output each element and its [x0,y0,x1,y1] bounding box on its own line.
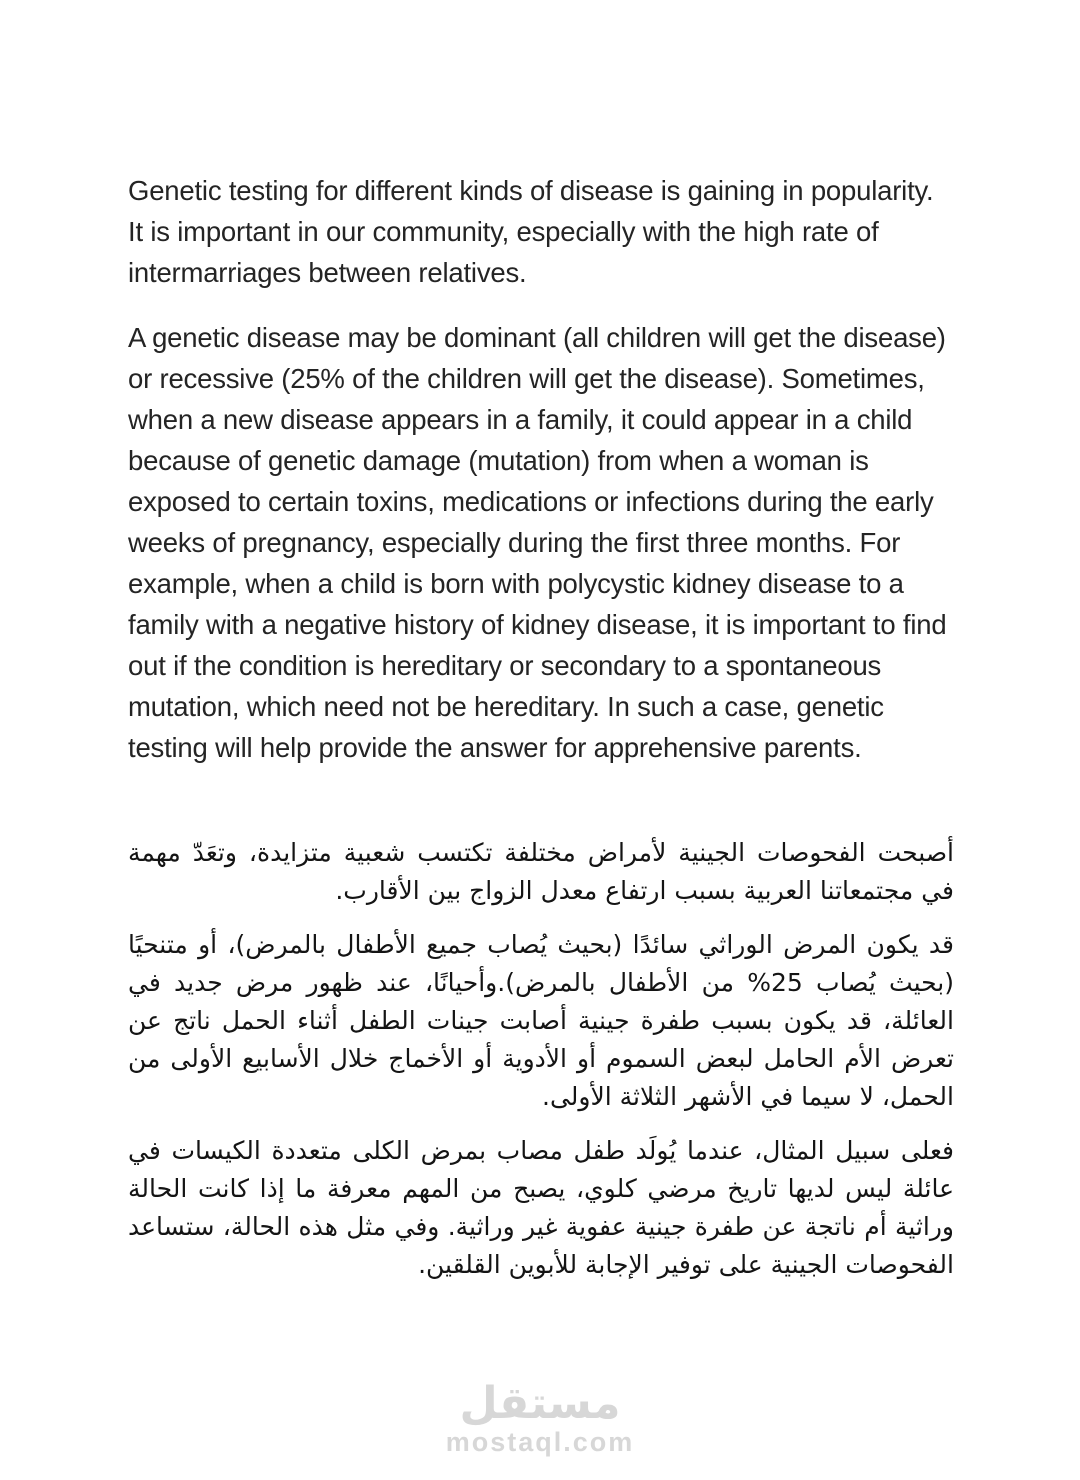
arabic-paragraph-intro: أصبحت الفحوصات الجينية لأمراض مختلفة تكتسب شعبية متزايدة، وتعَدّ مهمة في مجتمعاتنا العربية بسبب ارتفاع معدل الزواج بين الأقارب. [128,838,954,905]
arabic-text-block [128,834,954,1284]
english-paragraph-body: A genetic disease may be dominant (all children will get the disease) or recessive (25% of the children will get the disease). Sometimes, when a new disease appears in a family, it could appear in a child because of genetic damage (mutation) from when a woman is exposed to certain toxins, medications or infections during the early weeks of pregnancy, especially during the first three months. For example, when a child is born with polycystic kidney disease to a family with a negative history of kidney disease, it is important to find out if the condition is hereditary or secondary to a spontaneous mutation, which need not be hereditary. In such a case, genetic testing will help provide the answer for apprehensive parents. [128,322,947,763]
arabic-paragraph-example: فعلى سبيل المثال، عندما يُولَد طفل مصاب بمرض الكلى متعددة الكيسات في عائلة ليس لديها تاريخ مرضي كلوي، يصبح من المهم معرفة ما إذا كانت الحالة وراثية أم ناتجة عن طفرة جينية عفوية غير وراثية. وفي مثل هذه الحالة، ستساعد الفحوصات الجينية على توفير الإجابة للأبوين القلقين. [128,1136,954,1279]
arabic-paragraph-body: قد يكون المرض الوراثي سائدًا (بحيث يُصاب جميع الأطفال بالمرض)، أو متنحيًا (بحيث يُصاب 25% من الأطفال بالمرض).وأحيانًا، عند ظهور مرض جديد في العائلة، قد يكون بسبب طفرة جينية أصابت جينات الطفل أثناء الحمل ناتج عن تعرض الأم الحامل لبعض السموم أو الأدوية أو الأخماج خلال الأسابيع الأولى من الحمل، لا سيما في الأشهر الثلاثة الأولى. [128,930,954,1111]
watermark-site-url: mostaql.com [445,1427,635,1457]
english-text-block [128,170,954,768]
mostaql-logo: مستقل [459,1378,621,1429]
mostaql-watermark [0,1378,1080,1457]
english-paragraph-intro: Genetic testing for different kinds of disease is gaining in popularity. It is important in our community, especially with the high rate of intermarriages between relatives. [128,175,934,288]
document-content [128,170,954,1284]
